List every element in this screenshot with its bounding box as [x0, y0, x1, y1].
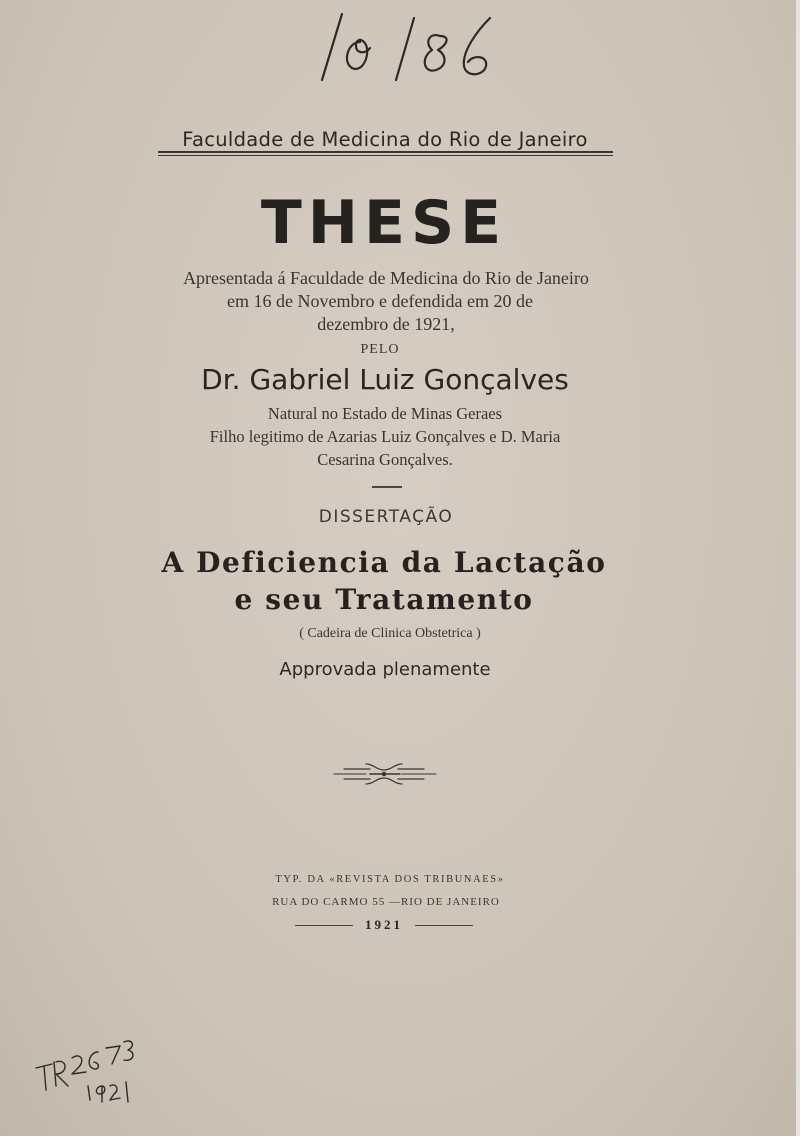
- author-name: Dr. Gabriel Luiz Gonçalves: [201, 363, 569, 396]
- author-detail-line-3: Cesarina Gonçalves.: [317, 450, 453, 469]
- presentation-line-3: dezembro de 1921,: [317, 314, 455, 334]
- dissertation-title-line-2: e seu Tratamento: [234, 583, 534, 616]
- dissertation-title-line-1: A Deficiencia da Lactação: [161, 546, 607, 579]
- handwritten-reference: [28, 1028, 148, 1108]
- by-label: PELO: [360, 342, 400, 357]
- publication-year: 1921: [365, 917, 403, 932]
- year-rule-left: [295, 925, 353, 926]
- author-detail-line-1: Natural no Estado de Minas Geraes: [267, 404, 503, 423]
- approval-status: Approvada plenamente: [279, 659, 491, 680]
- printer-line-1: TYP. DA «REVISTA DOS TRIBUNAES»: [275, 874, 505, 885]
- faculty-header: Faculdade de Medicina do Rio de Janeiro: [182, 128, 588, 151]
- header-double-rule: [158, 151, 613, 157]
- presentation-line-1: Apresentada á Faculdade de Medicina do Rio de Janeiro: [183, 268, 589, 288]
- publication-year-row: [284, 916, 484, 934]
- author-detail-line-2: Filho legitimo de Azarias Luiz Gonçalves e D. Maria: [209, 427, 561, 446]
- separator-rule: [372, 486, 402, 488]
- handwritten-catalog-number: [312, 6, 532, 86]
- year-rule-right: [415, 925, 473, 926]
- ornament-icon: [330, 760, 440, 788]
- presentation-line-2: em 16 de Novembro e defendida em 20 de: [227, 291, 533, 311]
- section-label: DISSERTAÇÃO: [318, 507, 454, 527]
- document-type-title: THESE: [260, 188, 508, 258]
- page-edge: [796, 0, 800, 1136]
- chair-subtitle: ( Cadeira de Clinica Obstetrica ): [299, 626, 481, 641]
- printer-address: RUA DO CARMO 55 —RIO DE JANEIRO: [272, 896, 500, 908]
